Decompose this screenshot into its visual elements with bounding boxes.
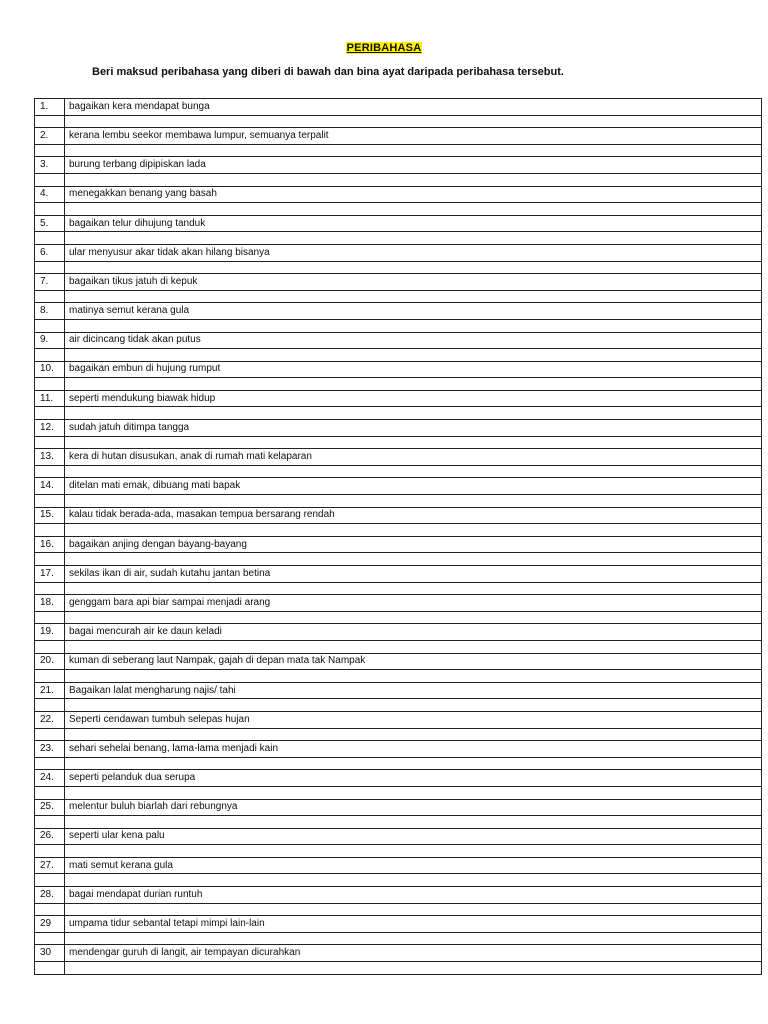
proverb-row [35, 420, 762, 437]
answer-row [35, 495, 762, 508]
proverb-row [35, 186, 762, 203]
answer-cell [65, 962, 762, 975]
answer-number-cell [35, 261, 65, 274]
proverb-number: 10. [35, 361, 65, 378]
answer-row [35, 699, 762, 712]
answer-cell [65, 816, 762, 829]
answer-row [35, 611, 762, 624]
answer-row [35, 290, 762, 303]
proverb-number: 26. [35, 828, 65, 845]
proverb-number: 16. [35, 536, 65, 553]
proverb-number: 3. [35, 157, 65, 174]
proverb-row [35, 507, 762, 524]
proverb-number: 9. [35, 332, 65, 349]
proverb-text: ular menyusur akar tidak akan hilang bisanya [65, 244, 762, 261]
proverb-row [35, 361, 762, 378]
answer-number-cell [35, 845, 65, 858]
proverb-row [35, 741, 762, 758]
proverb-text: bagaikan anjing dengan bayang-bayang [65, 536, 762, 553]
answer-cell [65, 290, 762, 303]
proverb-text: bagaikan embun di hujung rumput [65, 361, 762, 378]
answer-row [35, 173, 762, 186]
proverb-row [35, 887, 762, 904]
answer-cell [65, 845, 762, 858]
proverb-number: 13. [35, 449, 65, 466]
answer-cell [65, 115, 762, 128]
answer-row [35, 436, 762, 449]
answer-cell [65, 903, 762, 916]
answer-cell [65, 699, 762, 712]
proverb-text: kerana lembu seekor membawa lumpur, semuanya terpalit [65, 128, 762, 145]
proverb-row [35, 945, 762, 962]
answer-cell [65, 611, 762, 624]
answer-row [35, 524, 762, 537]
answer-cell [65, 786, 762, 799]
proverb-text: bagaikan tikus jatuh di kepuk [65, 274, 762, 291]
proverb-number: 20. [35, 653, 65, 670]
proverb-row [35, 566, 762, 583]
answer-row [35, 786, 762, 799]
answer-number-cell [35, 962, 65, 975]
answer-row [35, 728, 762, 741]
proverb-row [35, 653, 762, 670]
answer-cell [65, 436, 762, 449]
proverb-text: menegakkan benang yang basah [65, 186, 762, 203]
proverb-number: 14. [35, 478, 65, 495]
answer-row [35, 816, 762, 829]
answer-row [35, 203, 762, 216]
answer-cell [65, 261, 762, 274]
proverb-text: bagaikan kera mendapat bunga [65, 99, 762, 116]
proverb-number: 12. [35, 420, 65, 437]
answer-cell [65, 349, 762, 362]
answer-row [35, 962, 762, 975]
proverb-row [35, 215, 762, 232]
proverb-row [35, 799, 762, 816]
answer-cell [65, 203, 762, 216]
proverb-row [35, 770, 762, 787]
proverb-number: 15. [35, 507, 65, 524]
answer-number-cell [35, 553, 65, 566]
answer-number-cell [35, 378, 65, 391]
answer-cell [65, 232, 762, 245]
proverb-number: 18. [35, 595, 65, 612]
answer-cell [65, 640, 762, 653]
answer-cell [65, 757, 762, 770]
proverb-text: sudah jatuh ditimpa tangga [65, 420, 762, 437]
proverb-number: 23. [35, 741, 65, 758]
proverb-number: 28. [35, 887, 65, 904]
answer-number-cell [35, 290, 65, 303]
answer-number-cell [35, 670, 65, 683]
proverb-number: 22. [35, 711, 65, 728]
proverb-number: 4. [35, 186, 65, 203]
answer-cell [65, 495, 762, 508]
proverb-text: bagai mendapat durian runtuh [65, 887, 762, 904]
proverb-text: kera di hutan disusukan, anak di rumah mati kelaparan [65, 449, 762, 466]
proverb-row [35, 682, 762, 699]
proverb-row [35, 390, 762, 407]
proverb-table-body [35, 99, 762, 975]
proverb-text: seperti pelanduk dua serupa [65, 770, 762, 787]
proverb-row [35, 624, 762, 641]
answer-row [35, 903, 762, 916]
answer-row [35, 932, 762, 945]
proverb-text: melentur buluh biarlah dari rebungnya [65, 799, 762, 816]
answer-row [35, 845, 762, 858]
answer-number-cell [35, 932, 65, 945]
proverb-text: bagai mencurah air ke daun keladi [65, 624, 762, 641]
proverb-text: ditelan mati emak, dibuang mati bapak [65, 478, 762, 495]
answer-row [35, 232, 762, 245]
proverb-text: kalau tidak berada-ada, masakan tempua bersarang rendah [65, 507, 762, 524]
proverb-text: air dicincang tidak akan putus [65, 332, 762, 349]
answer-number-cell [35, 407, 65, 420]
answer-number-cell [35, 524, 65, 537]
proverb-row [35, 711, 762, 728]
proverb-row [35, 916, 762, 933]
proverb-number: 2. [35, 128, 65, 145]
answer-row [35, 670, 762, 683]
proverb-number: 11. [35, 390, 65, 407]
answer-cell [65, 319, 762, 332]
proverb-row [35, 857, 762, 874]
proverb-number: 25. [35, 799, 65, 816]
proverb-text: genggam bara api biar sampai menjadi arang [65, 595, 762, 612]
answer-number-cell [35, 874, 65, 887]
proverb-row [35, 303, 762, 320]
page-title: PERIBAHASA [346, 42, 422, 54]
instruction-text: Beri maksud peribahasa yang diberi di bawah dan bina ayat daripada peribahasa tersebut. [92, 66, 564, 78]
answer-cell [65, 932, 762, 945]
proverb-text: mendengar guruh di langit, air tempayan dicurahkan [65, 945, 762, 962]
answer-number-cell [35, 115, 65, 128]
proverb-text: Bagaikan lalat mengharung najis/ tahi [65, 682, 762, 699]
answer-cell [65, 874, 762, 887]
answer-number-cell [35, 436, 65, 449]
answer-cell [65, 582, 762, 595]
proverb-text: sekilas ikan di air, sudah kutahu jantan betina [65, 566, 762, 583]
proverb-text: matinya semut kerana gula [65, 303, 762, 320]
answer-cell [65, 553, 762, 566]
answer-cell [65, 524, 762, 537]
proverb-row [35, 274, 762, 291]
proverb-text: bagaikan telur dihujung tanduk [65, 215, 762, 232]
proverb-number: 5. [35, 215, 65, 232]
proverb-number: 29 [35, 916, 65, 933]
answer-number-cell [35, 611, 65, 624]
answer-number-cell [35, 203, 65, 216]
answer-number-cell [35, 699, 65, 712]
answer-number-cell [35, 465, 65, 478]
proverb-text: sehari sehelai benang, lama-lama menjadi kain [65, 741, 762, 758]
answer-row [35, 874, 762, 887]
proverb-number: 19. [35, 624, 65, 641]
proverb-row [35, 244, 762, 261]
answer-row [35, 319, 762, 332]
proverb-row [35, 157, 762, 174]
proverb-text: Seperti cendawan tumbuh selepas hujan [65, 711, 762, 728]
answer-cell [65, 728, 762, 741]
answer-number-cell [35, 816, 65, 829]
proverb-number: 27. [35, 857, 65, 874]
proverb-number: 17. [35, 566, 65, 583]
answer-number-cell [35, 173, 65, 186]
answer-number-cell [35, 495, 65, 508]
answer-row [35, 261, 762, 274]
answer-row [35, 640, 762, 653]
answer-cell [65, 465, 762, 478]
answer-row [35, 407, 762, 420]
proverb-number: 8. [35, 303, 65, 320]
proverb-text: seperti ular kena palu [65, 828, 762, 845]
answer-number-cell [35, 319, 65, 332]
answer-cell [65, 378, 762, 391]
answer-cell [65, 144, 762, 157]
proverb-number: 24. [35, 770, 65, 787]
title-container [0, 42, 768, 54]
proverb-text: mati semut kerana gula [65, 857, 762, 874]
answer-number-cell [35, 757, 65, 770]
proverb-row [35, 828, 762, 845]
answer-number-cell [35, 786, 65, 799]
proverb-text: burung terbang dipipiskan lada [65, 157, 762, 174]
proverb-number: 30 [35, 945, 65, 962]
proverb-number: 6. [35, 244, 65, 261]
answer-row [35, 144, 762, 157]
proverb-table [34, 98, 762, 975]
answer-number-cell [35, 640, 65, 653]
proverb-row [35, 536, 762, 553]
answer-cell [65, 173, 762, 186]
answer-cell [65, 670, 762, 683]
proverb-row [35, 128, 762, 145]
proverb-number: 1. [35, 99, 65, 116]
proverb-text: seperti mendukung biawak hidup [65, 390, 762, 407]
answer-number-cell [35, 144, 65, 157]
proverb-number: 7. [35, 274, 65, 291]
answer-row [35, 349, 762, 362]
proverb-row [35, 595, 762, 612]
answer-row [35, 582, 762, 595]
answer-cell [65, 407, 762, 420]
answer-number-cell [35, 582, 65, 595]
proverb-row [35, 99, 762, 116]
answer-row [35, 378, 762, 391]
answer-number-cell [35, 349, 65, 362]
proverb-row [35, 332, 762, 349]
proverb-row [35, 478, 762, 495]
answer-number-cell [35, 232, 65, 245]
proverb-text: kuman di seberang laut Nampak, gajah di depan mata tak Nampak [65, 653, 762, 670]
answer-row [35, 465, 762, 478]
answer-row [35, 757, 762, 770]
answer-number-cell [35, 728, 65, 741]
answer-number-cell [35, 903, 65, 916]
proverb-number: 21. [35, 682, 65, 699]
answer-row [35, 553, 762, 566]
proverb-row [35, 449, 762, 466]
answer-row [35, 115, 762, 128]
proverb-text: umpama tidur sebantal tetapi mimpi lain-lain [65, 916, 762, 933]
